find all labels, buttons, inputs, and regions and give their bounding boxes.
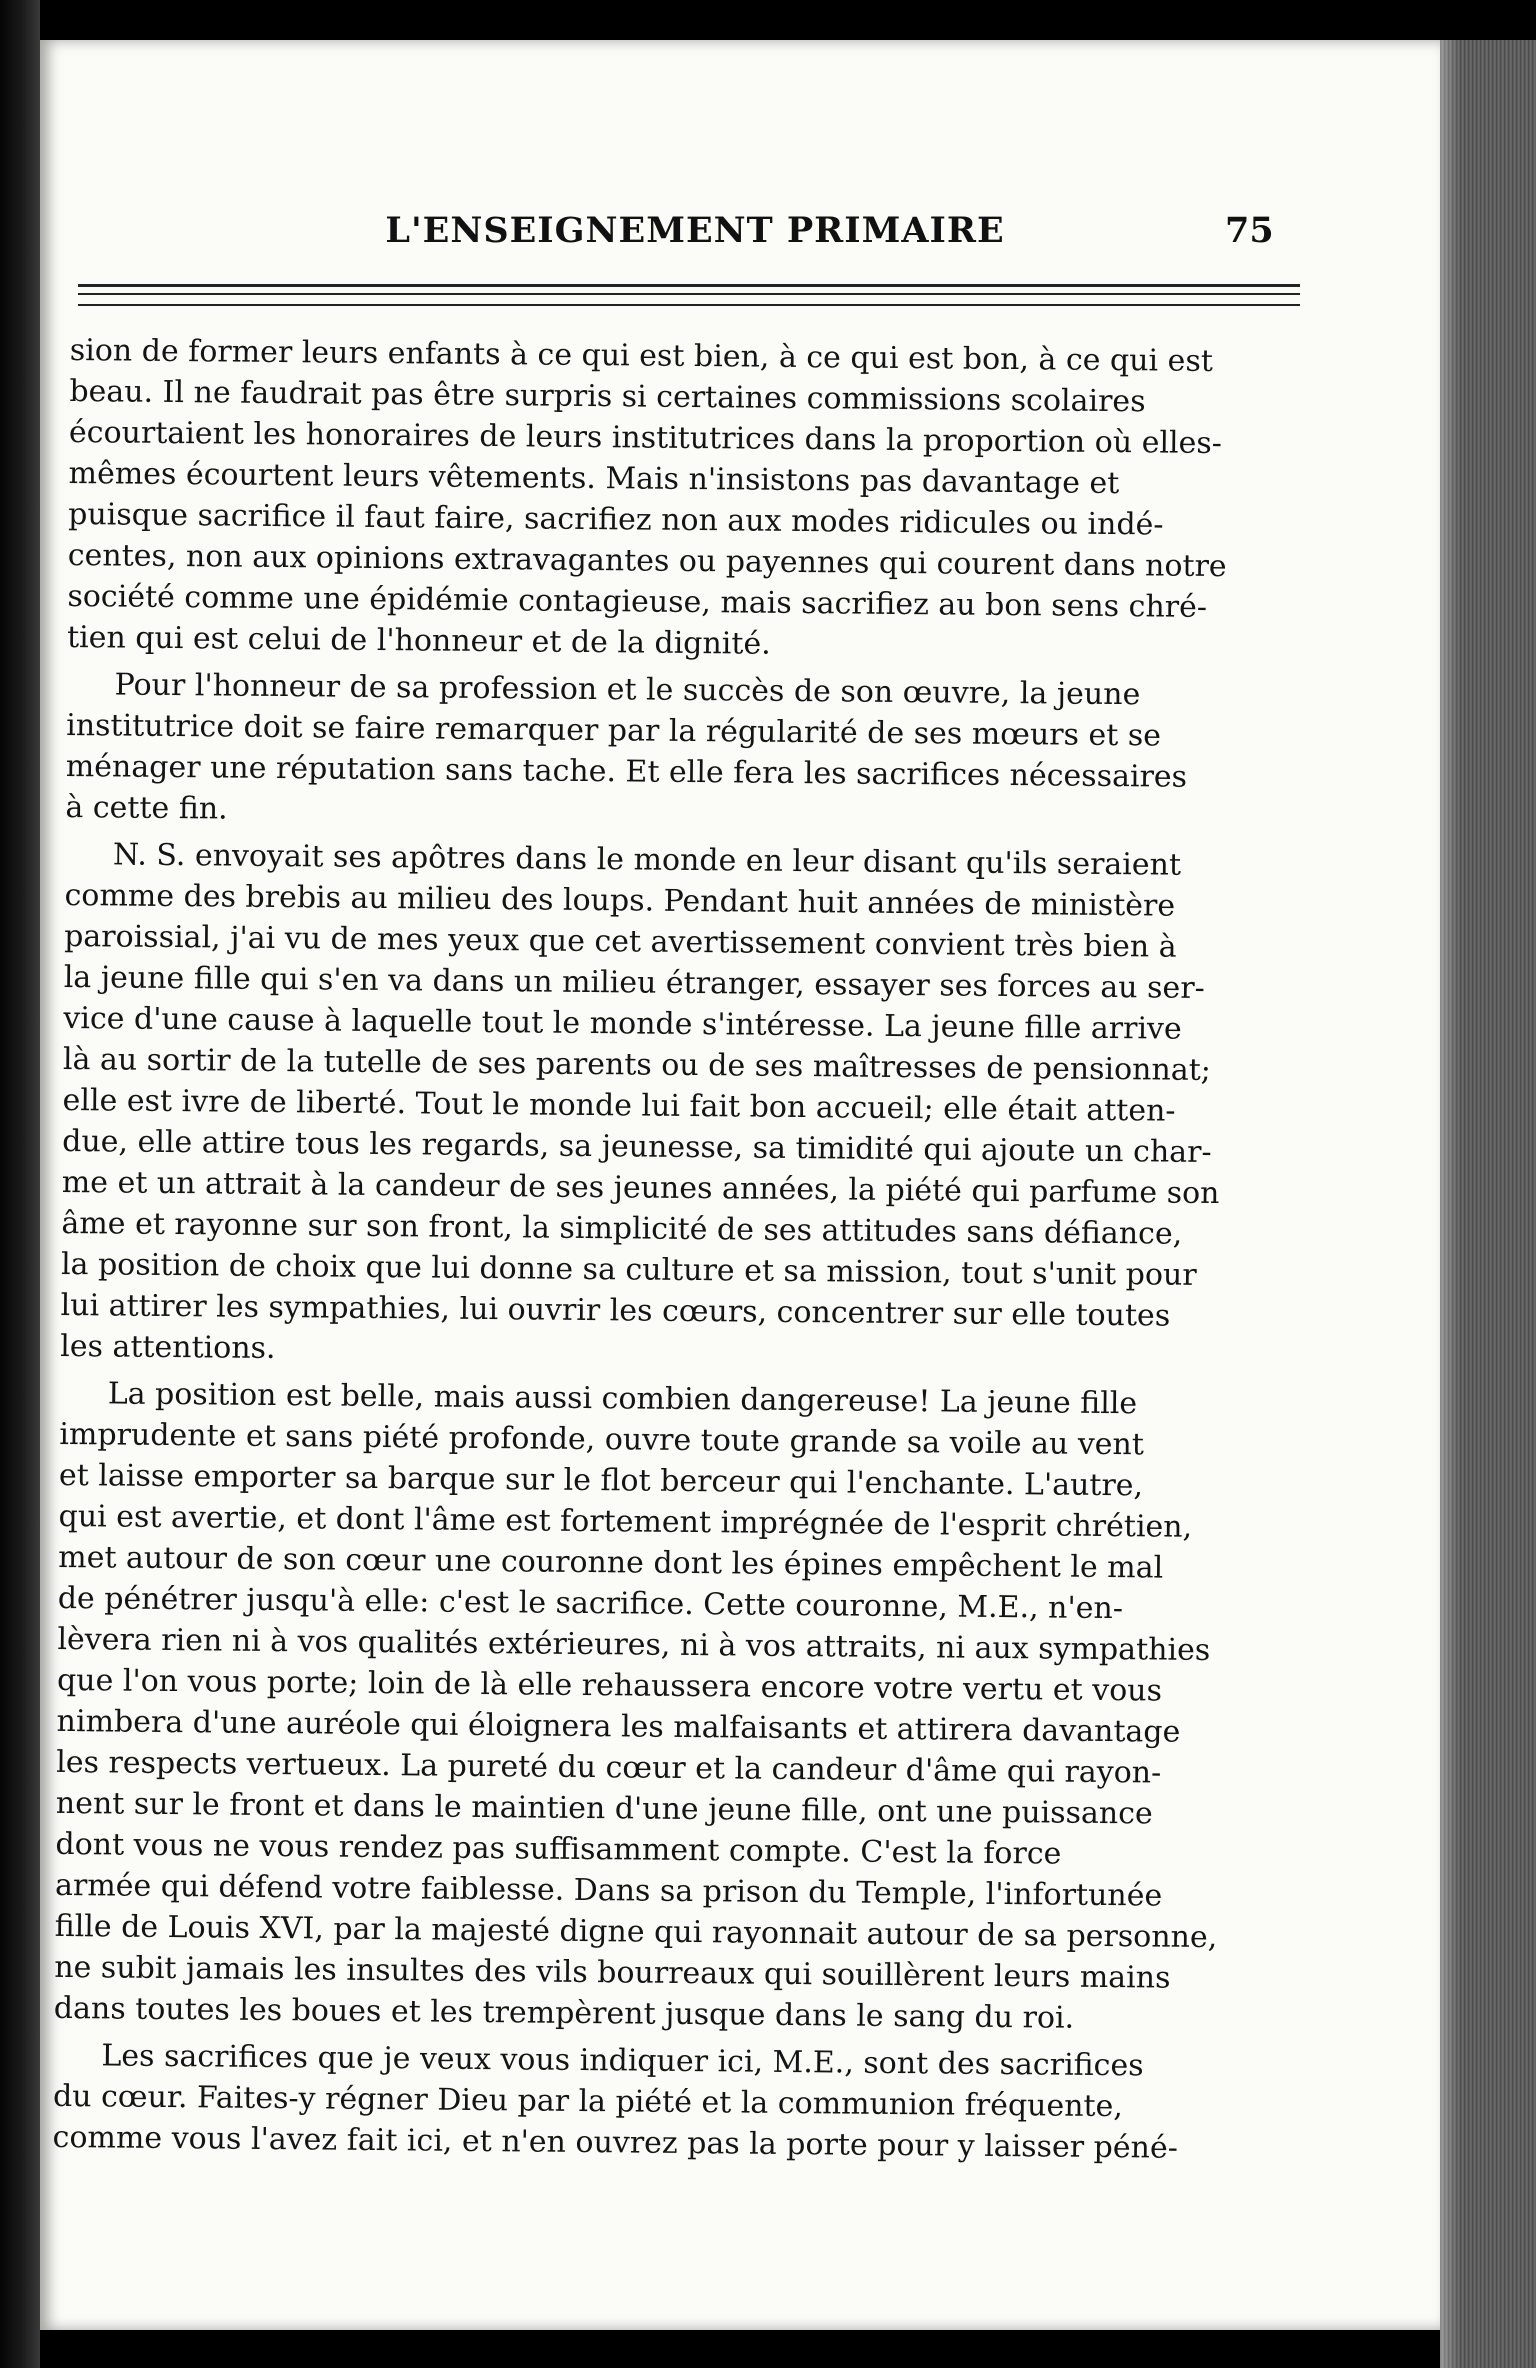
text-line: armée qui défend votre faiblesse. Dans sa prison du Temple, l'infortunée bbox=[54, 1867, 1163, 1914]
header-rule bbox=[78, 293, 1300, 295]
text-line: met autour de son cœur une couronne dont les épines empêchent le mal bbox=[58, 1539, 1164, 1586]
text-line: de pénétrer jusqu'à elle: c'est le sacrifice. Cette couronne, M.E., n'en- bbox=[57, 1580, 1124, 1627]
text-line: centes, non aux opinions extravagantes ou payennes qui courent dans notre bbox=[67, 537, 1227, 585]
text-line: vice d'une cause à laquelle tout le monde s'intéresse. La jeune fille arrive bbox=[63, 1000, 1182, 1047]
text-line: et laisse emporter sa barque sur le flot berceur qui l'enchante. L'autre, bbox=[58, 1457, 1144, 1504]
running-title: L'ENSEIGNEMENT PRIMAIRE bbox=[385, 210, 1005, 251]
text-line: lui attirer les sympathies, lui ouvrir les cœurs, concentrer sur elle toutes bbox=[60, 1287, 1171, 1334]
text-line: beau. Il ne faudrait pas être surpris si certaines commissions scolaires bbox=[69, 373, 1146, 420]
text-line: à cette fin. bbox=[65, 789, 228, 827]
paragraph bbox=[52, 2035, 1283, 2170]
text-line: les attentions. bbox=[60, 1328, 276, 1367]
text-line: fille de Louis XVI, par la majesté digne qui rayonnait autour de sa personne, bbox=[54, 1908, 1218, 1956]
text-line: nent sur le front et dans le maintien d'une jeune fille, ont une puissance bbox=[55, 1785, 1153, 1832]
text-line: du cœur. Faites-y régner Dieu par la piété et la communion fréquente, bbox=[52, 2078, 1124, 2125]
paragraph bbox=[54, 1373, 1290, 2041]
paragraph bbox=[65, 664, 1297, 840]
header-rule bbox=[78, 284, 1300, 287]
text-line: paroissial, j'ai vu de mes yeux que cet avertissement convient très bien à bbox=[64, 918, 1177, 965]
text-line: société comme une épidémie contagieuse, mais sacrifiez au bon sens chré- bbox=[67, 578, 1208, 625]
text-line: La position est belle, mais aussi combien dangereuse! La jeune fille bbox=[107, 1376, 1138, 1422]
header-rule bbox=[78, 304, 1300, 306]
text-line: nimbera d'une auréole qui éloignera les malfaisants et attirera davantage bbox=[56, 1703, 1181, 1750]
fore-edge-shading bbox=[1440, 40, 1460, 2368]
text-line: lèvera rien ni à vos qualités extérieures, ni à vos attraits, ni aux sympathies bbox=[57, 1621, 1211, 1669]
text-line: imprudente et sans piété profonde, ouvre toute grande sa voile au vent bbox=[59, 1416, 1145, 1463]
text-line: institutrice doit se faire remarquer par la régularité de ses mœurs et se bbox=[66, 707, 1162, 754]
text-line: écourtaient les honoraires de leurs institutrices dans la proportion où elles- bbox=[68, 414, 1223, 462]
text-line: que l'on vous porte; loin de là elle rehaussera encore votre vertu et vous bbox=[56, 1662, 1163, 1709]
text-line: dans toutes les boues et les trempèrent jusque dans le sang du roi. bbox=[53, 1990, 1075, 2036]
text-line: N. S. envoyait ses apôtres dans le monde en leur disant qu'ils seraient bbox=[112, 837, 1182, 883]
text-line: dont vous ne vous rendez pas suffisamment compte. C'est la force bbox=[55, 1826, 1062, 1872]
text-line: due, elle attire tous les regards, sa jeunesse, sa timidité qui ajoute un char- bbox=[62, 1123, 1212, 1170]
text-line: ménager une réputation sans tache. Et elle fera les sacrifices nécessaires bbox=[65, 748, 1188, 795]
body-text bbox=[52, 330, 1299, 2170]
paragraph bbox=[60, 834, 1295, 1379]
text-line: là au sortir de la tutelle de ses parents ou de ses maîtresses de pensionnat; bbox=[62, 1041, 1212, 1088]
paragraph bbox=[67, 330, 1300, 670]
text-line: sion de former leurs enfants à ce qui est bien, à ce qui est bon, à ce qui est bbox=[69, 332, 1214, 379]
text-line: elle est ivre de liberté. Tout le monde lui fait bon accueil; elle était atten- bbox=[62, 1082, 1176, 1129]
book-binding bbox=[0, 0, 40, 2368]
text-line: âme et rayonne sur son front, la simplicité de ses attitudes sans défiance, bbox=[61, 1205, 1183, 1252]
text-line: puisque sacrifice il faut faire, sacrifiez non aux modes ridicules ou indé- bbox=[68, 496, 1164, 543]
text-line: Les sacrifices que je veux vous indiquer ici, M.E., sont des sacrifices bbox=[101, 2038, 1144, 2084]
text-line: me et un attrait à la candeur de ses jeunes années, la piété qui parfume son bbox=[61, 1164, 1220, 1212]
text-line: Pour l'honneur de sa profession et le succès de son œuvre, la jeune bbox=[114, 667, 1141, 713]
text-line: mêmes écourtent leurs vêtements. Mais n'insistons pas davantage et bbox=[68, 455, 1120, 502]
page-number: 75 bbox=[1225, 210, 1274, 251]
text-line: les respects vertueux. La pureté du cœur et la candeur d'âme qui rayon- bbox=[56, 1744, 1162, 1791]
text-line: comme des brebis au milieu des loups. Pendant huit années de ministère bbox=[64, 877, 1176, 924]
text-line: ne subit jamais les insultes des vils bourreaux qui souillèrent leurs mains bbox=[54, 1949, 1171, 1996]
text-line: comme vous l'avez fait ici, et n'en ouvrez pas la porte pour y laisser péné- bbox=[52, 2119, 1178, 2166]
text-line: qui est avertie, et dont l'âme est fortement imprégnée de l'esprit chrétien, bbox=[58, 1498, 1193, 1545]
book-page bbox=[40, 40, 1440, 2330]
running-head bbox=[40, 210, 1440, 270]
text-line: la jeune fille qui s'en va dans un milieu étranger, essayer ses forces au ser- bbox=[63, 959, 1205, 1006]
text-line: tien qui est celui de l'honneur et de la dignité. bbox=[66, 619, 771, 662]
text-line: la position de choix que lui donne sa culture et sa mission, tout s'unit pour bbox=[60, 1246, 1197, 1293]
